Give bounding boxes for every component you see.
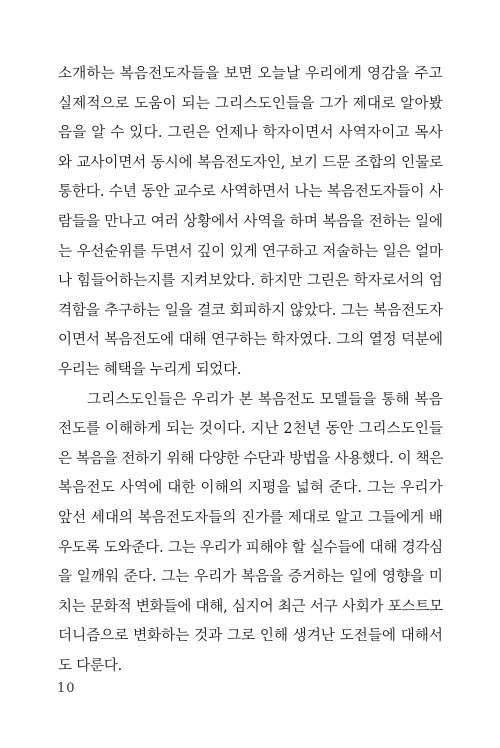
text-line: 은 복음을 전하기 위해 다양한 수단과 방법을 사용했다. 이 책은 — [58, 450, 443, 467]
text-line: 실제적으로 도움이 되는 그리스도인들을 그가 제대로 알아봤 — [58, 95, 443, 112]
text-line: 치는 문화적 변화들에 대해, 심지어 최근 서구 사회가 포스트모 — [58, 598, 443, 615]
text-line: 더니즘으로 변화하는 것과 그로 인해 생겨난 도전들에 대해서 — [58, 628, 443, 645]
text-line: 앞선 세대의 복음전도자들의 진가를 제대로 알고 그들에게 배 — [58, 509, 443, 526]
text-line: 소개하는 복음전도자들을 보면 오늘날 우리에게 영감을 주고 — [58, 66, 443, 82]
text-line: 이면서 복음전도에 대해 연구하는 학자였다. 그의 열정 덕분에 — [58, 332, 443, 349]
paragraph-1 — [58, 60, 443, 386]
text-line: 우도록 도와준다. 그는 우리가 피해야 할 실수들에 대해 경각심 — [58, 539, 443, 556]
text-line: 와 교사이면서 동시에 복음전도자인, 보기 드문 조합의 인물로 — [58, 154, 443, 171]
text-line: 복음전도 사역에 대한 이해의 지평을 넓혀 준다. 그는 우리가 — [58, 480, 443, 497]
body-text — [58, 60, 443, 681]
text-line: 나 힘들어하는지를 지켜보았다. 하지만 그린은 학자로서의 엄 — [58, 273, 443, 290]
text-line: 격함을 추구하는 일을 결코 회피하지 않았다. 그는 복음전도자 — [58, 302, 443, 319]
text-line: 람들을 만나고 여러 상황에서 사역을 하며 복음을 전하는 일에 — [58, 213, 443, 230]
text-line: 우리는 혜택을 누리게 되었다. — [58, 361, 242, 378]
text-line: 통한다. 수년 동안 교수로 사역하면서 나는 복음전도자들이 사 — [58, 184, 443, 201]
text-line: 는 우선순위를 두면서 깊이 있게 연구하고 저술하는 일은 얼마 — [58, 243, 443, 260]
text-line: 그리스도인들은 우리가 본 복음전도 모델들을 통해 복음 — [87, 391, 443, 408]
text-line: 음을 알 수 있다. 그린은 언제나 학자이면서 사역자이고 목사 — [58, 125, 443, 142]
text-line: 전도를 이해하게 되는 것이다. 지난 2천년 동안 그리스도인들 — [58, 421, 443, 438]
text-line: 도 다룬다. — [58, 657, 123, 674]
text-line: 을 일깨워 준다. 그는 우리가 복음을 증거하는 일에 영향을 미 — [58, 569, 443, 586]
page-number: 10 — [57, 681, 76, 696]
paragraph-2 — [58, 386, 443, 682]
